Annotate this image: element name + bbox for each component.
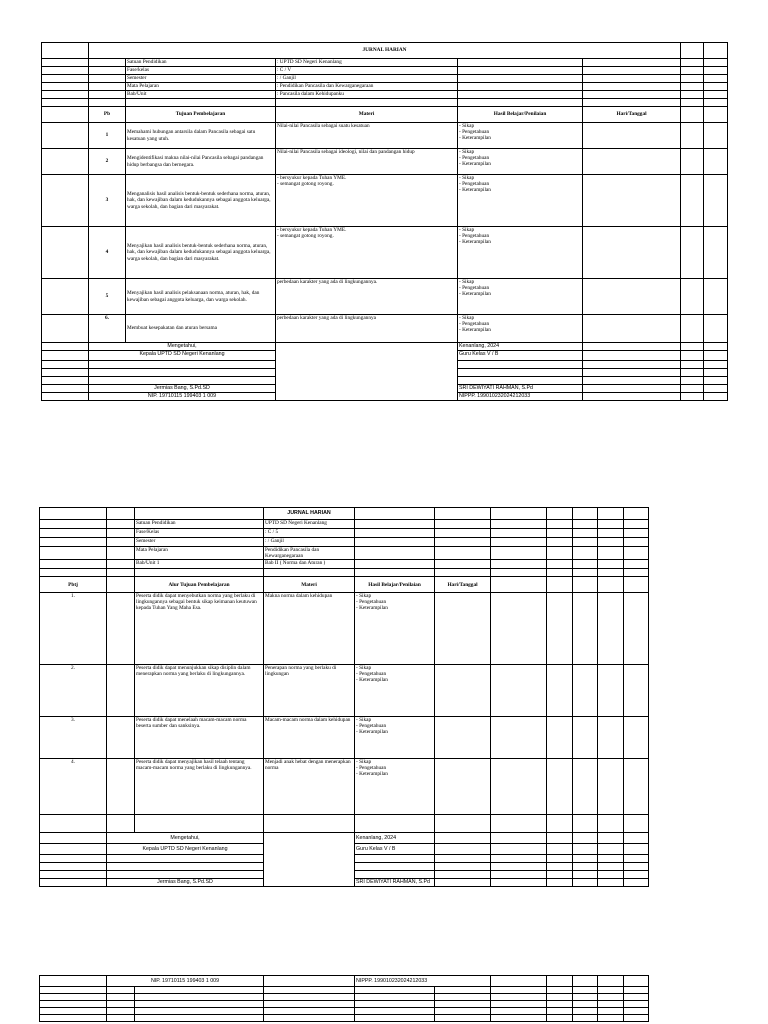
- row-number: 3: [89, 175, 126, 227]
- row-number: 1.: [40, 593, 107, 665]
- header-materi: Materi: [276, 107, 458, 123]
- sign-guru-nip: NIPPP. 199010232024212033: [355, 976, 491, 987]
- row-tujuan: Peserta didik dapat menyajikan hasil telaah tentang macam-macam norma yang berlaku di lingkungannya.: [135, 759, 264, 815]
- sign-kepala-nip: NIP. 19710115 199403 1 009: [107, 976, 264, 987]
- sign-kepala-title: Kepala UPTD SD Negeri Kenanlang: [107, 844, 264, 855]
- sign-place-date: Kenanlang, 2024: [458, 343, 583, 351]
- sign-guru-title: Guru Kelas V / B: [458, 351, 583, 361]
- info-label: Semester: [126, 75, 276, 83]
- info-value: : / Ganjil: [276, 75, 458, 83]
- sign-mengetahui: Mengetahui,: [89, 343, 276, 351]
- row-hasil: - Sikap - Pengetahuan - Keterampilan: [458, 175, 583, 227]
- sign-guru-title: Guru Kelas V / B: [355, 844, 435, 855]
- row-materi: Macam-macam norma dalam kehidupan: [264, 717, 355, 759]
- row-hasil: - Sikap - Pengetahuan - Keterampilan: [458, 149, 583, 175]
- sign-guru-name: SRI DEWIYATI RAHMAN, S.Pd: [458, 385, 583, 393]
- row-materi: - bersyukur kepada Tuhan YME. - semangat gotong royong.: [276, 175, 458, 227]
- sign-kepala-name: Jermias Bang, S.Pd.SD: [107, 879, 264, 887]
- info-value: Pendidikan Pancasila dan Kewarganegaraan: [264, 547, 355, 560]
- row-tujuan: Menyajikan hasil analisis bentuk-bentuk sederhana norma, aturan, hak, dan kewajiban dalam kedudukannya sebagai anggota keluarga, warga sekolah, dan bagian dari masyarakat.: [126, 227, 276, 279]
- header-hasil: Hasil Belajar/Penilaian: [355, 577, 435, 593]
- header-materi: Materi: [264, 577, 355, 593]
- row-materi: perbedaan karakter yang ada di lingkungannya.: [276, 279, 458, 315]
- row-materi: Nilai-nilai Pancasila sebagai suatu kesatuan: [276, 123, 458, 149]
- header-hasil: Hasil Belajar/Penilaian: [458, 107, 583, 123]
- row-hasil: - Sikap - Pengetahuan - Keterampilan: [355, 717, 435, 759]
- info-label: Bab/Unit 1: [135, 560, 264, 569]
- page-title: JURNAL HARIAN: [264, 508, 355, 520]
- sign-guru-name: SRI DEWIYATI RAHMAN, S.Pd: [355, 879, 435, 887]
- row-materi: Menjadi anak hebat dengan menerapkan norma: [264, 759, 355, 815]
- info-value: Bab II ( Norma dan Aturan ): [264, 560, 355, 569]
- row-tujuan: Peserta didik dapat menelaah macam-macam norma beserta sumber dan sanksinya.: [135, 717, 264, 759]
- row-number: 5: [89, 279, 126, 315]
- sign-guru-nip: NIPPP. 199010232024212033: [458, 393, 583, 401]
- header-tujuan: Alur Tujuan Pembelajaran: [135, 577, 264, 593]
- row-hasil: - Sikap - Pengetahuan - Keterampilan: [355, 759, 435, 815]
- info-value: : / Ganjil: [264, 538, 355, 547]
- row-materi: Nilai-nilai Pancasila sebagai ideologi, nilai dan pandangan hidup: [276, 149, 458, 175]
- row-number: 3.: [40, 717, 107, 759]
- row-number: 6.: [89, 315, 126, 343]
- jurnal-harian-sheet-1: [41, 42, 728, 401]
- info-label: Fase/kelas: [126, 67, 276, 75]
- header-tujuan: Tujuan Pembelajaran: [126, 107, 276, 123]
- info-label: Fase/Kelas: [135, 529, 264, 538]
- info-label: Satuan Pendidikan: [135, 520, 264, 529]
- header-no: Pb: [89, 107, 126, 123]
- row-hasil: - Sikap - Pengetahuan - Keterampilan: [355, 593, 435, 665]
- row-hasil: - Sikap - Pengetahuan - Keterampilan: [355, 665, 435, 717]
- jurnal-harian-sheet-2: [39, 507, 649, 887]
- info-label: Mata Pelajaran: [135, 547, 264, 560]
- info-value: : UPTD SD Negeri Kenanlang: [276, 59, 458, 67]
- info-value: : C / 5: [264, 529, 355, 538]
- row-number: 4: [89, 227, 126, 279]
- row-number: 1: [89, 123, 126, 149]
- row-tujuan: Peserta didik dapat menunjukkan sikap disiplin dalam menerapkan norma yang berlaku di lingkungannya.: [135, 665, 264, 717]
- row-hasil: - Sikap - Pengetahuan - Keterampilan: [458, 279, 583, 315]
- row-number: 4.: [40, 759, 107, 815]
- page-title: JURNAL HARIAN: [89, 43, 681, 59]
- sign-kepala-title: Kepala UPTD SD Negeri Kenanlang: [89, 351, 276, 361]
- row-tujuan: Menyajikan hasil analisis pelaksanaan norma, aturan, hak, dan kewajiban sebagai anggota keluarga, dan warga sekolah.: [126, 279, 276, 315]
- row-materi: Makna norma dalam kehidupan: [264, 593, 355, 665]
- info-value: : Pancasila dalam Kehidupanku: [276, 91, 458, 99]
- row-hasil: - Sikap - Pengetahuan - Keterampilan: [458, 315, 583, 343]
- row-tujuan: Memahami hubungan antarsila dalam Pancasila sebagai satu kesatuan yang utuh.: [126, 123, 276, 149]
- row-number: 2.: [40, 665, 107, 717]
- sign-kepala-nip: NIP. 19710115 199403 1 009: [89, 393, 276, 401]
- header-hari: Hari/Tanggal: [583, 107, 681, 123]
- row-number: 2: [89, 149, 126, 175]
- sign-place-date: Kenanlang, 2024: [355, 833, 435, 844]
- jurnal-harian-sheet-3: [39, 975, 649, 1022]
- info-label: Mata Pelajaran: [126, 83, 276, 91]
- info-value: UPTD SD Negeri Kenanlang: [264, 520, 355, 529]
- row-tujuan: Peserta didik dapat menyebutkan norma yang berlaku di lingkungannya sebagai bentuk sikap keimanan keutuwan kepada Tuhan Yang Maha Esa.: [135, 593, 264, 665]
- info-value: : C / V: [276, 67, 458, 75]
- row-tujuan: Membuat kesepakatan dan aturan bersama: [126, 315, 276, 343]
- sign-mengetahui: Mengetahui,: [107, 833, 264, 844]
- row-tujuan: Menganalisis hasil analisis bentuk-bentuk sederhana norma, aturan, hak, dan kewajiban dalam kedudukannya sebagai anggota keluarga, warga sekolah, dan bagian dari masyarakat.: [126, 175, 276, 227]
- row-materi: Penerapan norma yang berlaku di lingkungan: [264, 665, 355, 717]
- sign-kepala-name: Jermias Bang, S.Pd.SD: [89, 385, 276, 393]
- info-value: : Pendidikan Pancasila dan Kewarganegaraan: [276, 83, 458, 91]
- row-tujuan: Mengidentifikasi makna nilai-nilai Pancasila sebagai pandangan hidup berbangsa dan bernegara.: [126, 149, 276, 175]
- header-hari: Hari/Tanggal: [435, 577, 491, 593]
- row-materi: - bersyukur kepada Tuhan YME. - semangat gotong royong.: [276, 227, 458, 279]
- row-hasil: - Sikap - Pengetahuan - Keterampilan: [458, 123, 583, 149]
- row-materi: perbedaan karakter yang ada di lingkungannya: [276, 315, 458, 343]
- info-label: Semester: [135, 538, 264, 547]
- info-label: Satuan Pendidikan: [126, 59, 276, 67]
- info-label: Bab/Unit: [126, 91, 276, 99]
- row-hasil: - Sikap - Pengetahuan - Keterampilan: [458, 227, 583, 279]
- header-no: Pbtj: [40, 577, 107, 593]
